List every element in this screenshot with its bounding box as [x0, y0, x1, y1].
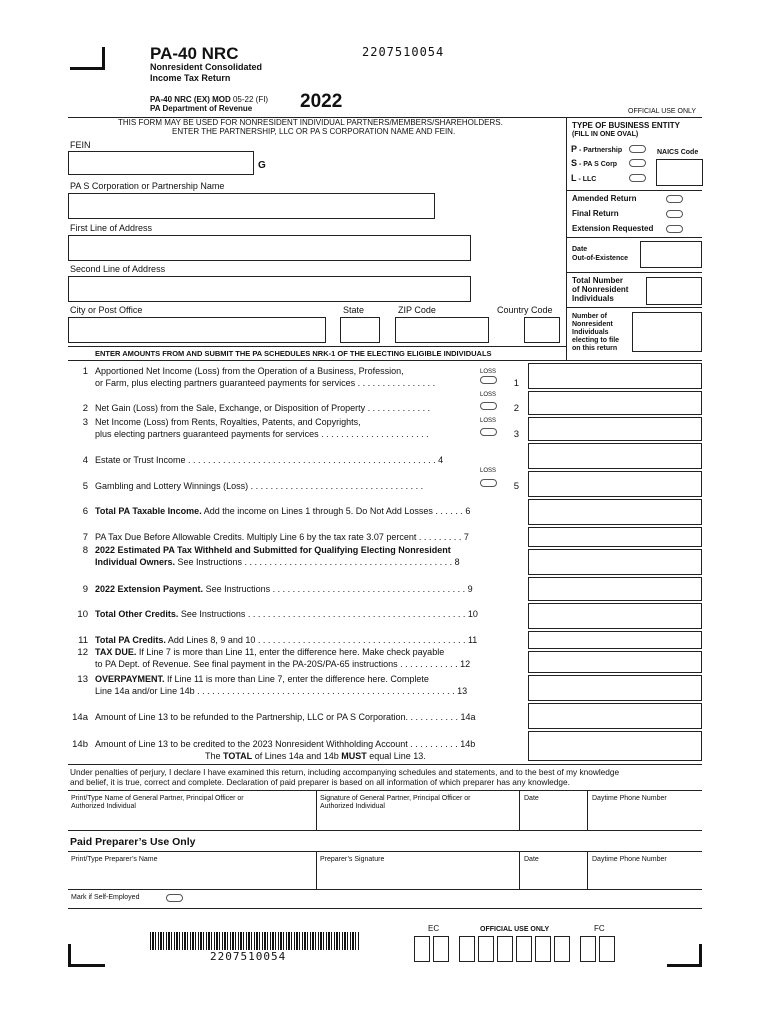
entity-type-partnership	[571, 144, 622, 154]
date-ooe-label-1: Date	[572, 246, 588, 253]
right-panel-divider	[566, 117, 567, 360]
zip-label: ZIP Code	[398, 305, 436, 315]
self-employed-rule	[68, 908, 702, 909]
official-box-6[interactable]	[554, 936, 570, 962]
line-6-amount-input[interactable]	[528, 499, 702, 525]
line-5-loss-oval[interactable]	[480, 479, 497, 487]
line-4-amount-input[interactable]	[528, 443, 702, 469]
total-nonresident-input[interactable]	[646, 277, 702, 305]
declaration-top-rule	[68, 764, 702, 765]
line-12-amount-input[interactable]	[528, 651, 702, 673]
line-10-text	[95, 609, 478, 619]
official-use-top: OFFICIAL USE ONLY	[628, 108, 697, 115]
line-3-text-a: Net Income (Loss) from Rents, Royalties, Patents, and Copyrights,	[95, 417, 361, 427]
line-12-rest-a: If Line 7 is more than Line 11, enter the difference here. Make check payable	[136, 647, 445, 657]
line-5-ref: 5	[513, 481, 519, 492]
line-14b-note-c: equal Line 13.	[366, 751, 426, 761]
line-6-text	[95, 506, 470, 516]
preparer-bottom-rule	[68, 889, 702, 890]
country-code-label: Country Code	[497, 305, 553, 315]
electing-label-4: electing to file	[572, 337, 620, 344]
entity-type-p-letter: P	[571, 144, 578, 154]
line-2-ref: 2	[513, 403, 519, 414]
line-3-loss-oval[interactable]	[480, 428, 497, 436]
line-8-rest: See Instructions . . . . . . . . . . . . . . . . . . . . . . . . . . . . . . . . . . . . . . . . . . 8	[175, 557, 460, 567]
line-12-number: 12	[77, 647, 88, 658]
entity-name-input[interactable]	[68, 193, 435, 219]
corner-mark-top-left	[70, 47, 105, 70]
line-7-number: 7	[82, 532, 88, 543]
line-9-bold: 2022 Extension Payment.	[95, 584, 204, 594]
line-1-loss-label: LOSS	[480, 369, 497, 375]
line-14b-amount-input[interactable]	[528, 731, 702, 761]
address-line-2-input[interactable]	[68, 276, 471, 302]
notice-line-1: THIS FORM MAY BE USED FOR NONRESIDENT INDIVIDUAL PARTNERS/MEMBERS/SHAREHOLDERS.	[118, 118, 503, 127]
final-return-oval[interactable]	[666, 210, 683, 218]
line-11-bold: Total PA Credits.	[95, 635, 166, 645]
fein-input[interactable]	[68, 151, 254, 175]
state-label: State	[343, 305, 365, 315]
fc-label: FC	[594, 924, 605, 933]
line-3-loss-label: LOSS	[480, 418, 497, 424]
line-2-loss-oval[interactable]	[480, 402, 497, 410]
line-6-rest: Add the income on Lines 1 through 5. Do Not Add Losses . . . . . . 6	[201, 506, 471, 516]
preparer-date-label: Date	[524, 856, 539, 863]
line-13-text-b: Line 14a and/or Line 14b . . . . . . . . . . . . . . . . . . . . . . . . . . . . . . . . . . . . . . . . . . . . . . . . . . . . 13	[95, 686, 468, 696]
line-14b-note-total: TOTAL	[223, 751, 253, 761]
declaration-signature-area[interactable]	[68, 810, 702, 830]
line-3-text-b: plus electing partners guaranteed payments for services . . . . . . . . . . . . . . . . . . . . . .	[95, 429, 429, 439]
preparer-name-label: Print/Type Preparer’s Name	[71, 856, 158, 863]
entity-type-subtitle: (FILL IN ONE OVAL)	[572, 131, 639, 138]
line-11-number: 11	[78, 635, 88, 646]
address-line-2-label: Second Line of Address	[70, 264, 166, 274]
official-box-4[interactable]	[516, 936, 532, 962]
line-11-text	[95, 635, 477, 645]
line-1-text-a: Apportioned Net Income (Loss) from the Operation of a Business, Profession,	[95, 366, 404, 376]
line-5-loss-label: LOSS	[480, 468, 497, 474]
preparer-signature-label: Preparer’s Signature	[320, 856, 385, 863]
signature-label-2: Authorized Individual	[320, 803, 385, 810]
date-out-of-existence-input[interactable]	[640, 241, 702, 268]
line-1-amount-input[interactable]	[528, 363, 702, 389]
official-box-3[interactable]	[497, 936, 513, 962]
form-id: PA-40 NRC	[150, 44, 239, 63]
line-14b-text: Amount of Line 13 to be credited to the 2023 Nonresident Withholding Account . . . . . . . . . . 14b	[95, 739, 476, 749]
form-title-line-2: Income Tax Return	[150, 73, 231, 83]
line-4-number: 4	[82, 455, 88, 466]
preparer-phone-label: Daytime Phone Number	[592, 856, 667, 863]
line-2-loss-label: LOSS	[480, 392, 497, 398]
line-14b-note	[205, 751, 426, 761]
line-13-text-a	[95, 674, 429, 684]
line-6-bold: Total PA Taxable Income.	[95, 506, 202, 516]
preparer-title: Paid Preparer’s Use Only	[70, 836, 196, 848]
line-11-rest: Add Lines 8, 9 and 10 . . . . . . . . . . . . . . . . . . . . . . . . . . . . . . . . . . . . . . . . . . 11	[165, 635, 478, 645]
barcode-number-top: 2207510054	[362, 45, 445, 59]
line-14a-text: Amount of Line 13 to be refunded to the Partnership, LLC or PA S Corporation. . . . . . . . . . . 14a	[95, 712, 476, 722]
line-13-bold: OVERPAYMENT.	[95, 674, 165, 684]
entity-name-label: PA S Corporation or Partnership Name	[70, 181, 225, 191]
line-14b-note-a: The	[205, 751, 224, 761]
line-12-text-a	[95, 647, 444, 657]
official-box-1[interactable]	[459, 936, 475, 962]
electing-nonresident-input[interactable]	[632, 312, 702, 352]
line-12-bold: TAX DUE.	[95, 647, 137, 657]
right-panel-rule-3	[566, 272, 702, 273]
signature-label-1: Signature of General Partner, Principal Officer or	[320, 795, 471, 802]
fein-label: FEIN	[70, 140, 91, 150]
address-line-1-input[interactable]	[68, 235, 471, 261]
amended-return-label: Amended Return	[572, 194, 637, 203]
preparer-title-rule	[68, 851, 702, 852]
entity-type-llc	[571, 173, 596, 183]
line-12-text-b: to PA Dept. of Revenue. See final payment in the PA-20S/PA-65 instructions . . . . . . . . . . . . 12	[95, 659, 471, 669]
footer-barcode	[150, 932, 360, 950]
line-6-number: 6	[82, 506, 88, 517]
instructions-bar: ENTER AMOUNTS FROM AND SUBMIT THE PA SCHEDULES NRK-1 OF THE ELECTING ELIGIBLE INDIVIDUALS	[95, 349, 492, 358]
naics-code-input[interactable]	[656, 159, 703, 186]
line-14b-note-b: of Lines 14a and 14b	[252, 751, 342, 761]
entity-type-s-text: - PA S Corp	[577, 161, 618, 168]
line-5-text: Gambling and Lottery Winnings (Loss) . . . . . . . . . . . . . . . . . . . . . . . . . . . . . . . . . . .	[95, 481, 424, 491]
line-7-amount-input[interactable]	[528, 527, 702, 547]
entity-type-s-corp	[571, 158, 617, 168]
line-2-number: 2	[82, 403, 88, 414]
total-nonresident-label-3: Individuals	[572, 294, 614, 303]
line-2-text: Net Gain (Loss) from the Sale, Exchange, or Disposition of Property . . . . . . . . . . . . .	[95, 403, 431, 413]
signature-row-bottom-rule	[68, 830, 702, 831]
address-line-1-label: First Line of Address	[70, 223, 153, 233]
official-box-5[interactable]	[535, 936, 551, 962]
city-label: City or Post Office	[70, 305, 143, 315]
ec-box-2[interactable]	[433, 936, 449, 962]
line-3-number: 3	[82, 417, 88, 428]
extension-requested-oval[interactable]	[666, 225, 683, 233]
line-14a-amount-input[interactable]	[528, 703, 702, 729]
date-ooe-label-2: Out-of-Existence	[572, 255, 629, 262]
declaration-text-1: Under penalties of perjury, I declare I have examined this return, including accompanying schedules and statements, and to the best of my knowledge	[70, 767, 620, 777]
line-10-number: 10	[77, 609, 88, 620]
line-8-text-a: 2022 Estimated PA Tax Withheld and Submitted for Qualifying Electing Nonresident	[95, 545, 451, 555]
entity-type-p-text: - Partnership	[577, 147, 623, 154]
line-3-ref: 3	[513, 429, 519, 440]
line-5-number: 5	[82, 481, 88, 492]
electing-label-3: Individuals	[572, 329, 609, 336]
declaration-text-2: and belief, it is true, correct and complete. Declaration of paid preparer is based on all information of which preparer has any knowledge.	[70, 777, 570, 787]
line-8-amount-input[interactable]	[528, 549, 702, 575]
line-9-rest: See Instructions . . . . . . . . . . . . . . . . . . . . . . . . . . . . . . . . . . . . . . . 9	[203, 584, 473, 594]
corner-mark-bottom-right	[667, 944, 702, 967]
line-14a-number: 14a	[72, 712, 88, 723]
line-1-text-b: or Farm, plus electing partners guaranteed payments for services . . . . . . . . . . . . . . . .	[95, 378, 436, 388]
tax-year: 2022	[300, 91, 343, 112]
right-panel-rule-4	[566, 307, 702, 308]
official-box-2[interactable]	[478, 936, 494, 962]
total-nonresident-label-1: Total Number	[572, 276, 623, 285]
mod-line-prefix: PA-40 NRC (EX) MOD	[150, 95, 231, 104]
line-4-text: Estate or Trust Income . . . . . . . . . . . . . . . . . . . . . . . . . . . . . . . . . . . . . . . . . . . . . . . . . . 4	[95, 455, 444, 465]
entity-type-title: TYPE OF BUSINESS ENTITY	[572, 121, 681, 130]
print-name-label-1: Print/Type Name of General Partner, Principal Officer or	[71, 795, 244, 802]
s-corp-oval[interactable]	[629, 159, 646, 167]
line-9-text	[95, 584, 473, 594]
naics-label: NAICS Code	[657, 149, 699, 156]
signature-row-top-rule	[68, 790, 702, 791]
country-code-input[interactable]	[524, 317, 560, 343]
final-return-label: Final Return	[572, 209, 619, 218]
line-1-loss-oval[interactable]	[480, 376, 497, 384]
zip-input[interactable]	[395, 317, 489, 343]
ec-label: EC	[428, 924, 440, 933]
line-7-text: PA Tax Due Before Allowable Credits. Multiply Line 6 by the tax rate 3.07 percent . . . . . . . . . 7	[95, 532, 469, 542]
state-input[interactable]	[340, 317, 380, 343]
line-13-rest-a: If Line 11 is more than Line 7, enter the difference here. Complete	[164, 674, 429, 684]
city-input[interactable]	[68, 317, 326, 343]
entity-type-l-letter: L	[571, 173, 577, 183]
llc-oval[interactable]	[629, 174, 646, 182]
line-14b-number: 14b	[72, 739, 88, 750]
right-panel-rule-1	[566, 190, 702, 191]
line-1-number: 1	[82, 366, 88, 377]
line-5-amount-input[interactable]	[528, 471, 702, 497]
line-13-number: 13	[77, 674, 88, 685]
extension-requested-label: Extension Requested	[572, 224, 654, 233]
line-11-amount-input[interactable]	[528, 631, 702, 649]
declaration-phone-label: Daytime Phone Number	[592, 795, 667, 802]
fc-box-1[interactable]	[580, 936, 596, 962]
line-3-amount-input[interactable]	[528, 417, 702, 441]
g-label: G	[258, 160, 266, 171]
line-14b-note-must: MUST	[341, 751, 367, 761]
electing-label-1: Number of	[572, 313, 607, 320]
amended-return-oval[interactable]	[666, 195, 683, 203]
instructions-bar-top-rule	[68, 346, 566, 347]
official-use-bottom: OFFICIAL USE ONLY	[480, 926, 550, 933]
line-10-amount-input[interactable]	[528, 603, 702, 629]
electing-label-5: on this return	[572, 345, 618, 352]
entity-type-s-letter: S	[571, 158, 578, 168]
partnership-oval[interactable]	[629, 145, 646, 153]
self-employed-label: Mark if Self-Employed	[71, 894, 140, 901]
form-title-line-1: Nonresident Consolidated	[150, 62, 263, 72]
line-10-rest: See Instructions . . . . . . . . . . . . . . . . . . . . . . . . . . . . . . . . . . . . . . . . . . . . 10	[178, 609, 478, 619]
footer-barcode-number: 2207510054	[210, 950, 287, 963]
line-2-amount-input[interactable]	[528, 391, 702, 415]
line-9-amount-input[interactable]	[528, 577, 702, 601]
line-10-bold: Total Other Credits.	[95, 609, 179, 619]
line-8-text-b	[95, 557, 460, 567]
department: PA Department of Revenue	[150, 104, 253, 113]
print-name-label-2: Authorized Individual	[71, 803, 136, 810]
mod-line	[150, 95, 268, 104]
electing-label-2: Nonresident	[572, 321, 613, 328]
total-nonresident-label-2: of Nonresident	[572, 285, 629, 294]
declaration-date-label: Date	[524, 795, 539, 802]
instructions-bar-bottom-rule	[68, 360, 702, 361]
fc-box-2[interactable]	[599, 936, 615, 962]
preparer-entry-area[interactable]	[68, 868, 702, 888]
line-8-number: 8	[82, 545, 88, 556]
self-employed-oval[interactable]	[166, 894, 183, 902]
corner-mark-bottom-left	[68, 944, 105, 967]
line-9-number: 9	[82, 584, 88, 595]
right-panel-rule-2	[566, 237, 702, 238]
entity-type-l-text: - LLC	[576, 176, 597, 183]
line-1-ref: 1	[513, 378, 519, 389]
mod-line-suffix: 05-22 (FI)	[230, 95, 269, 104]
line-13-amount-input[interactable]	[528, 675, 702, 701]
notice-line-2: ENTER THE PARTNERSHIP, LLC OR PA S CORPORATION NAME AND FEIN.	[172, 127, 456, 136]
line-8-bold-b: Individual Owners.	[95, 557, 176, 567]
ec-box-1[interactable]	[414, 936, 430, 962]
